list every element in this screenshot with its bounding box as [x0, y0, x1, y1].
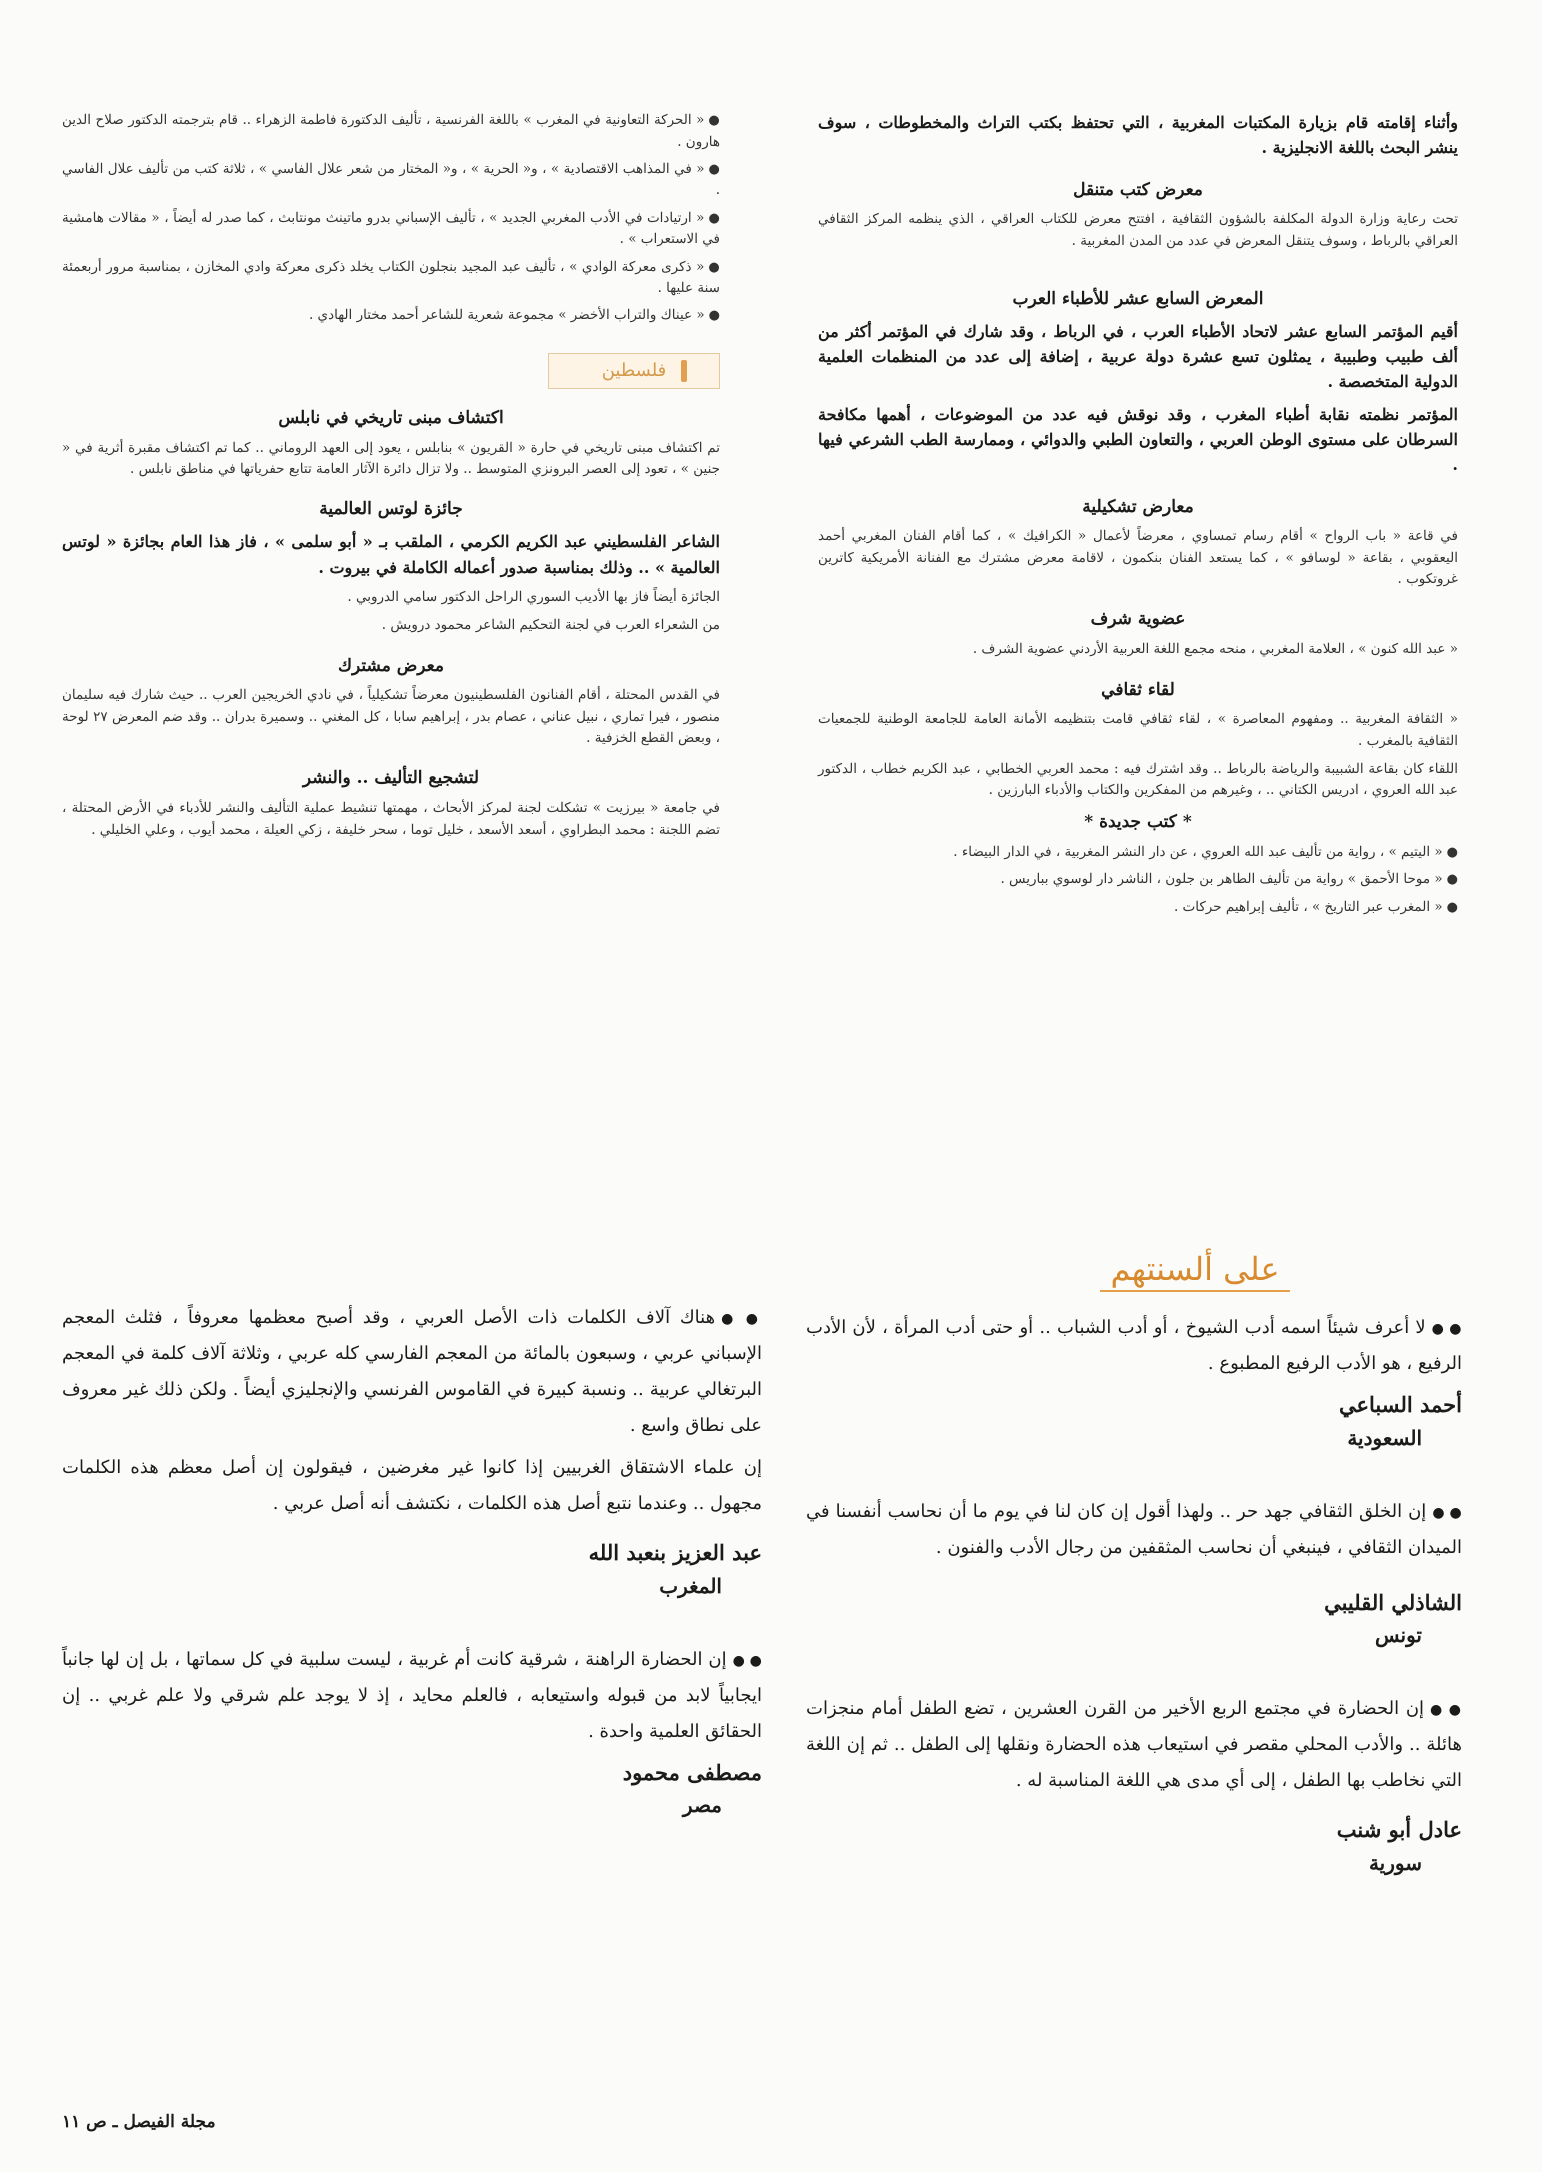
title-underline	[1100, 1290, 1290, 1292]
right-news-column	[818, 110, 1458, 924]
bullet-icon: ● ●	[732, 1652, 762, 1669]
bullet-icon: ●	[708, 161, 720, 177]
list-item: ●« ذكرى معركة الوادي » ، تأليف عبد المجيد بنجلون الكتاب يخلد ذكرى معركة وادي المخازن ، بمناسبة مرور أربعمئة سنة عليها .	[62, 258, 720, 297]
quotes-section-title: على ألسنتهم	[1100, 1250, 1290, 1292]
list-item: ●« الحركة التعاونية في المغرب » باللغة الفرنسية ، تأليف الدكتورة فاطمة الزهراء .. قام بترجمته الدكتور صلاح الدين هارون .	[62, 112, 720, 150]
quote-author: عادل أبو شنب	[1336, 1817, 1462, 1843]
paragraph: من الشعراء العرب في لجنة التحكيم الشاعر محمود درويش .	[381, 617, 720, 634]
section-title-doctors: المعرض السابع عشر للأطباء العرب	[1012, 289, 1264, 310]
section-title-publishing: لتشجيع التأليف .. والنشر	[302, 768, 480, 789]
paragraph: في جامعة « بيرزيت » تشكلت لجنة لمركز الأبحاث ، مهمتها تنشيط عملية التأليف والنشر للأدباء في الأرض المحتلة ، تضم اللجنة : محمد البطراوي ، أسعد الأسعد ، خليل توما ، سحر خليفة ، زكي العيلة ، محمد أيوب ، وعلي الخليلي .	[62, 800, 720, 838]
badge-label: فلسطين	[601, 359, 667, 381]
quote-author: أحمد السباعي	[1338, 1392, 1462, 1417]
quote-text: ● ●إن الحضارة الراهنة ، شرقية كانت أم غربية ، ليست سلبية في كل سماتها ، بل إن لها جانباً ايجابياً لابد من قبوله واستيعابه ، فالعلم محايد ، إذ لا يوجد علم شرقي ولا علم غربي .. إن الحقائق العلمية واحدة .	[62, 1648, 762, 1742]
paragraph: المؤتمر نظمته نقابة أطباء المغرب ، وقد نوقش فيه عدد من الموضوعات ، أهمها مكافحة السرطان على مستوى الوطن العربي ، والتعاون الطبي والدوائي ، وممارسة الطب الشرعي فيها .	[818, 404, 1458, 475]
bullet-icon: ●	[708, 113, 720, 128]
quotes-right-column	[806, 1310, 1462, 1901]
quote-country: السعودية	[1347, 1425, 1422, 1450]
section-title-new-books: * كتب جديدة *	[1084, 811, 1192, 832]
quote-author: عبد العزيز بنعبد الله	[588, 1540, 762, 1565]
paragraph: الشاعر الفلسطيني عبد الكريم الكرمي ، الملقب بـ « أبو سلمى » ، فاز هذا العام بجائزة « لوتس العالمية » .. وذلك بمناسبة صدور أعماله الكاملة في بيروت .	[62, 532, 720, 577]
list-item: ●« عيناك والتراب الأخضر » مجموعة شعرية للشاعر أحمد مختار الهادي .	[308, 307, 720, 324]
quote-text-continued: إن علماء الاشتقاق الغربيين إذا كانوا غير مغرضين ، فيقولون إن أصل معظم هذه الكلمات مجهول .. وعندما نتبع أصل هذه الكلمات ، نكتشف أنه أصل عربي .	[62, 1457, 762, 1514]
list-item: ●« ارتيادات في الأدب المغربي الجديد » ، تأليف الإسباني بدرو ماتينث مونتابث ، كما صدر له أيضاً ، « مقالات هامشية في الاستعراب » .	[62, 209, 721, 248]
paragraph: اللقاء كان بقاعة الشبيبة والرياضة بالرباط .. وقد اشترك فيه : محمد العربي الخطابي ، عبد الكريم خطاب ، الدكتور عبد الله العروي ، ادريس الكتاني .. ، وغيرهم من المفكرين والكتاب والأدباء البارزين .	[818, 761, 1458, 799]
section-title-book-fair: معرض كتب متنقل	[1073, 179, 1203, 200]
paragraph: في القدس المحتلة ، أقام الفنانون الفلسطينيون معرضاً تشكيلياً ، في نادي الخريجين العرب .. حيث شارك فيه سليمان منصور ، فيرا تماري ، نبيل عناني ، عصام بدر ، إبراهيم سابا ، كل المغني .. وسميرة بدران .. وقد ضم المعرض ٢٧ لوحة ، وبعض القطع الخزفية .	[62, 687, 720, 747]
quote-country: مصر	[682, 1793, 722, 1818]
bullet-icon: ● ●	[1431, 1321, 1462, 1337]
section-title-honor: عضوية شرف	[1090, 609, 1186, 630]
section-title-joint-exhibition: معرض مشترك	[338, 655, 444, 676]
bullet-icon: ●	[1446, 899, 1458, 915]
paragraph: « عبد الله كنون » ، العلامة المغربي ، منحه مجمع اللغة العربية الأردني عضوية الشرف .	[972, 641, 1458, 658]
quote-author: الشاذلي القليبي	[1324, 1589, 1462, 1615]
quote-text: ● ●لا أعرف شيئاً اسمه أدب الشيوخ ، أو أدب الشباب .. أو حتى أدب المرأة ، لأن الأدب الرفيع ، هو الأدب الرفيع المطبوع .	[806, 1317, 1462, 1374]
paragraph: « الثقافة المغربية .. ومفهوم المعاصرة » ، لقاء ثقافي قامت بتنظيمه الأمانة العامة للجامعة الوطنية للجمعيات الثقافية بالمغرب .	[818, 711, 1458, 749]
bullet-icon: ● ●	[1432, 1504, 1462, 1521]
quote-text: ● ●إن الخلق الثقافي جهد حر .. ولهذا أقول إن كان لنا في يوم ما أن نحاسب أنفسنا في الميدان الثقافي ، فينبغي أن نحاسب المثقفين من رجال الأدب والفنون .	[806, 1500, 1462, 1558]
section-title-exhibitions: معارض تشكيلية	[1082, 496, 1194, 517]
list-item: ●« موحا الأحمق » رواية من تأليف الطاهر بن جلون ، الناشر دار لوسوي بباريس .	[1000, 871, 1458, 888]
bullet-icon: ●	[708, 259, 720, 275]
left-news-column	[62, 110, 720, 848]
quote-country: سورية	[1368, 1850, 1422, 1875]
bullet-icon: ●	[708, 210, 721, 226]
paragraph: الجائزة أيضاً فاز بها الأديب السوري الراحل الدكتور سامي الدروبي .	[347, 588, 720, 605]
bullet-icon: ●	[708, 308, 720, 324]
quote-author: مصطفى محمود	[622, 1759, 762, 1785]
palestine-section-badge	[548, 353, 720, 389]
bullet-icon: ●	[1446, 844, 1458, 860]
list-item: ●« اليتيم » ، رواية من تأليف عبد الله العروي ، عن دار النشر المغربية ، في الدار البيضاء .	[953, 843, 1458, 860]
paragraph: أقيم المؤتمر السابع عشر لاتحاد الأطباء العرب ، في الرباط ، وقد شارك في المؤتمر أكثر من ألف طبيب وطبيبة ، يمثلون تسع عشرة دولة عربية ، إضافة إلى عدد من المنظمات العلمية الدولية المتخصصة .	[818, 321, 1458, 392]
badge-mark-icon	[681, 360, 687, 382]
list-item: ●« المغرب عبر التاريخ » ، تأليف إبراهيم حركات .	[1173, 898, 1458, 915]
page-footer: مجلة الفيصل ـ ص ١١	[62, 2112, 216, 2132]
section-title-cultural-meeting: لقاء ثقافي	[1101, 679, 1175, 700]
quote-text: ● ●إن الحضارة في مجتمع الربع الأخير من القرن العشرين ، تضع الطفل أمام منجزات هائلة .. والأدب المحلي مقصر في استيعاب هذه الحضارة ونقلها إلى الطفل .. ثم إن اللغة التي نخاطب بها الطفل ، إلى أي مدى هي اللغة المناسبة له .	[806, 1698, 1462, 1792]
paragraph: تم اكتشاف مبنى تاريخي في حارة « القريون » بنابلس ، يعود إلى العهد الروماني .. كما تم اكتشاف مقبرة أثرية في « جنين » ، تعود إلى العصر البرونزي المتوسط .. ولا تزال دائرة الآثار العامة تتابع حفرياتها في مناطق نابلس .	[62, 439, 720, 478]
quote-country: المغرب	[659, 1573, 722, 1598]
list-item: ●« في المذاهب الاقتصادية » ، و« الحرية » ، و« المختار من شعر علال الفاسي » ، ثلاثة كتب من تأليف علال الفاسي .	[62, 160, 720, 199]
paragraph: تحت رعاية وزارة الدولة المكلفة بالشؤون الثقافية ، افتتح معرض للكتاب العراقي ، الذي ينظمه المركز الثقافي العراقي بالرباط ، وسوف يتنقل المعرض في عدد من المدن المغربية .	[818, 211, 1458, 249]
bullet-icon: ● ●	[1430, 1702, 1462, 1719]
bullet-icon: ●	[1446, 872, 1458, 888]
bullet-icon: ● ●	[721, 1311, 763, 1327]
section-title-nablus: اكتشاف مبنى تاريخي في نابلس	[278, 407, 504, 428]
quotes-left-column	[62, 1300, 762, 1843]
paragraph: في قاعة « باب الرواح » أقام رسام تمساوي ، معرضاً لأعمال « الكرافيك » ، كما أقام الفنان المغربي أحمد اليعقوبي ، بقاعة « لوسافو » ، كما يستعد الفنان بنكمون ، لاقامة معرض مشترك مع الفنانة الأمريكية كاترين غروتكوب .	[818, 528, 1458, 588]
intro-paragraph: وأثناء إقامته قام بزيارة المكتبات المغربية ، التي تحتفظ بكتب التراث والمخطوطات ، سوف ينشر البحث باللغة الانجليزية .	[818, 113, 1458, 158]
quote-text: ● ●هناك آلاف الكلمات ذات الأصل العربي ، وقد أصبح معظمها معروفاً ، فثلث المعجم الإسباني عربي ، وسبعون بالمائة من المعجم الفارسي كله عربي ، وثلاثة آلاف كلمة في المعجم البرتغالي عربية .. ونسبة كبيرة في القاموس الفرنسي والإنجليزي أيضاً . ولكن ذلك غير معروف على نطاق واسع .	[62, 1307, 763, 1436]
section-title-lotus-prize: جائزة لوتس العالمية	[319, 499, 463, 520]
quote-country: تونس	[1375, 1623, 1422, 1648]
